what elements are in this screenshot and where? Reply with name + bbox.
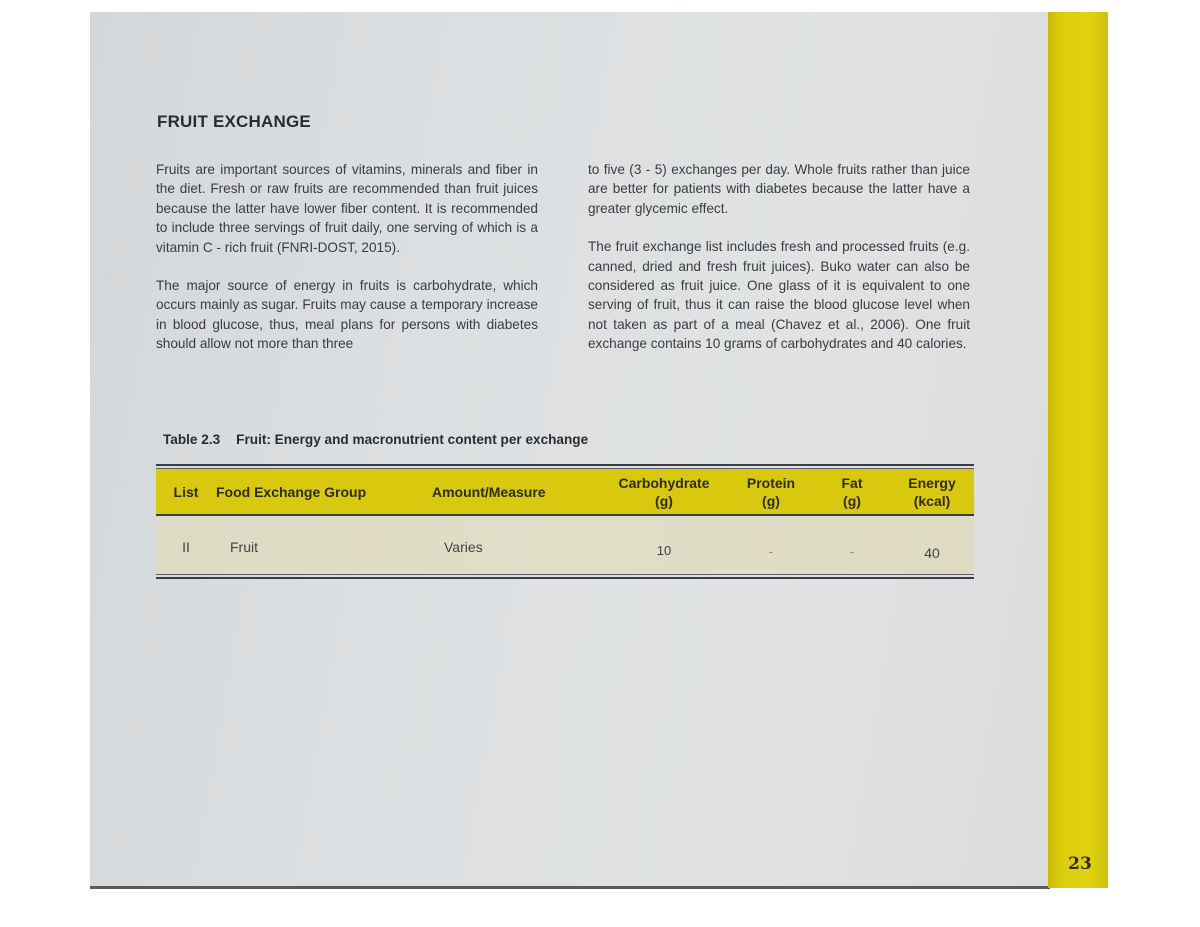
cell-food-group: Fruit (230, 539, 258, 555)
paragraph: Fruits are important sources of vitamins, minerals and fiber in the diet. Fresh or raw fruits are recommended than fruit juices because the latter have lower fiber content. It is recommended to include three servings of fruit daily, one serving of which is a vitamin C - rich fruit (FNRI-DOST, 2015). (156, 162, 538, 255)
paragraph: The major source of energy in fruits is carbohydrate, which occurs mainly as sugar. Fruits may cause a temporary increase in blood glucose, thus, meal plans for persons with diabetes should allow not more than three (156, 278, 538, 352)
table-row (156, 516, 974, 574)
header-food-group: Food Exchange Group (216, 484, 367, 500)
cell-protein: - (768, 543, 774, 559)
text-column-right (588, 160, 970, 373)
page-edge-shadow (90, 886, 1050, 889)
cell-fat: - (849, 543, 855, 559)
book-page (90, 12, 1048, 888)
cell-list: II (182, 539, 190, 555)
header-energy-label: Energy (908, 475, 956, 491)
table-top-rule (156, 464, 974, 466)
yellow-side-band (1048, 12, 1108, 888)
header-fat (826, 474, 878, 510)
header-protein-label: Protein (746, 475, 796, 491)
section-title: FRUIT EXCHANGE (157, 112, 311, 131)
header-fat-label: Fat (841, 475, 863, 491)
table-caption (163, 432, 588, 447)
table-caption-number: Table 2.3 (163, 432, 221, 447)
paragraph: The fruit exchange list includes fresh and processed fruits (e.g. canned, dried and fresh fruit juices). Buko water can also be considered as fruit juice. One glass of it is equivalent to one serving of fruit, thus it can raise the blood glucose level when not taken as part of a meal (Chavez et al., 2006). One fruit exchange contains 10 grams of carbohydrates and 40 calories. (588, 239, 970, 352)
header-energy-unit: (kcal) (913, 493, 951, 509)
cell-carbohydrate: 10 (656, 543, 672, 558)
header-carbohydrate-unit: (g) (655, 493, 673, 509)
page-number: 23 (1068, 854, 1092, 874)
header-amount: Amount/Measure (432, 484, 546, 500)
text-column-left (156, 160, 538, 373)
table-caption-title: Fruit: Energy and macronutrient content per exchange (236, 432, 589, 447)
table-header-row (156, 469, 974, 514)
nutrient-table (156, 464, 974, 579)
header-energy (894, 474, 970, 510)
cell-amount: Varies (444, 539, 483, 555)
header-fat-unit: (g) (843, 493, 861, 509)
header-protein (734, 474, 808, 510)
header-protein-unit: (g) (762, 493, 780, 509)
header-list: List (173, 484, 199, 500)
table-bottom-rule-thin (156, 574, 974, 575)
table-bottom-rule (156, 577, 974, 579)
paragraph: to five (3 - 5) exchanges per day. Whole fruits rather than juice are better for patients with diabetes because the latter have a greater glycemic effect. (588, 162, 970, 216)
cell-energy: 40 (924, 545, 940, 561)
header-carbohydrate-label: Carbohydrate (618, 475, 710, 491)
header-carbohydrate (602, 474, 726, 510)
